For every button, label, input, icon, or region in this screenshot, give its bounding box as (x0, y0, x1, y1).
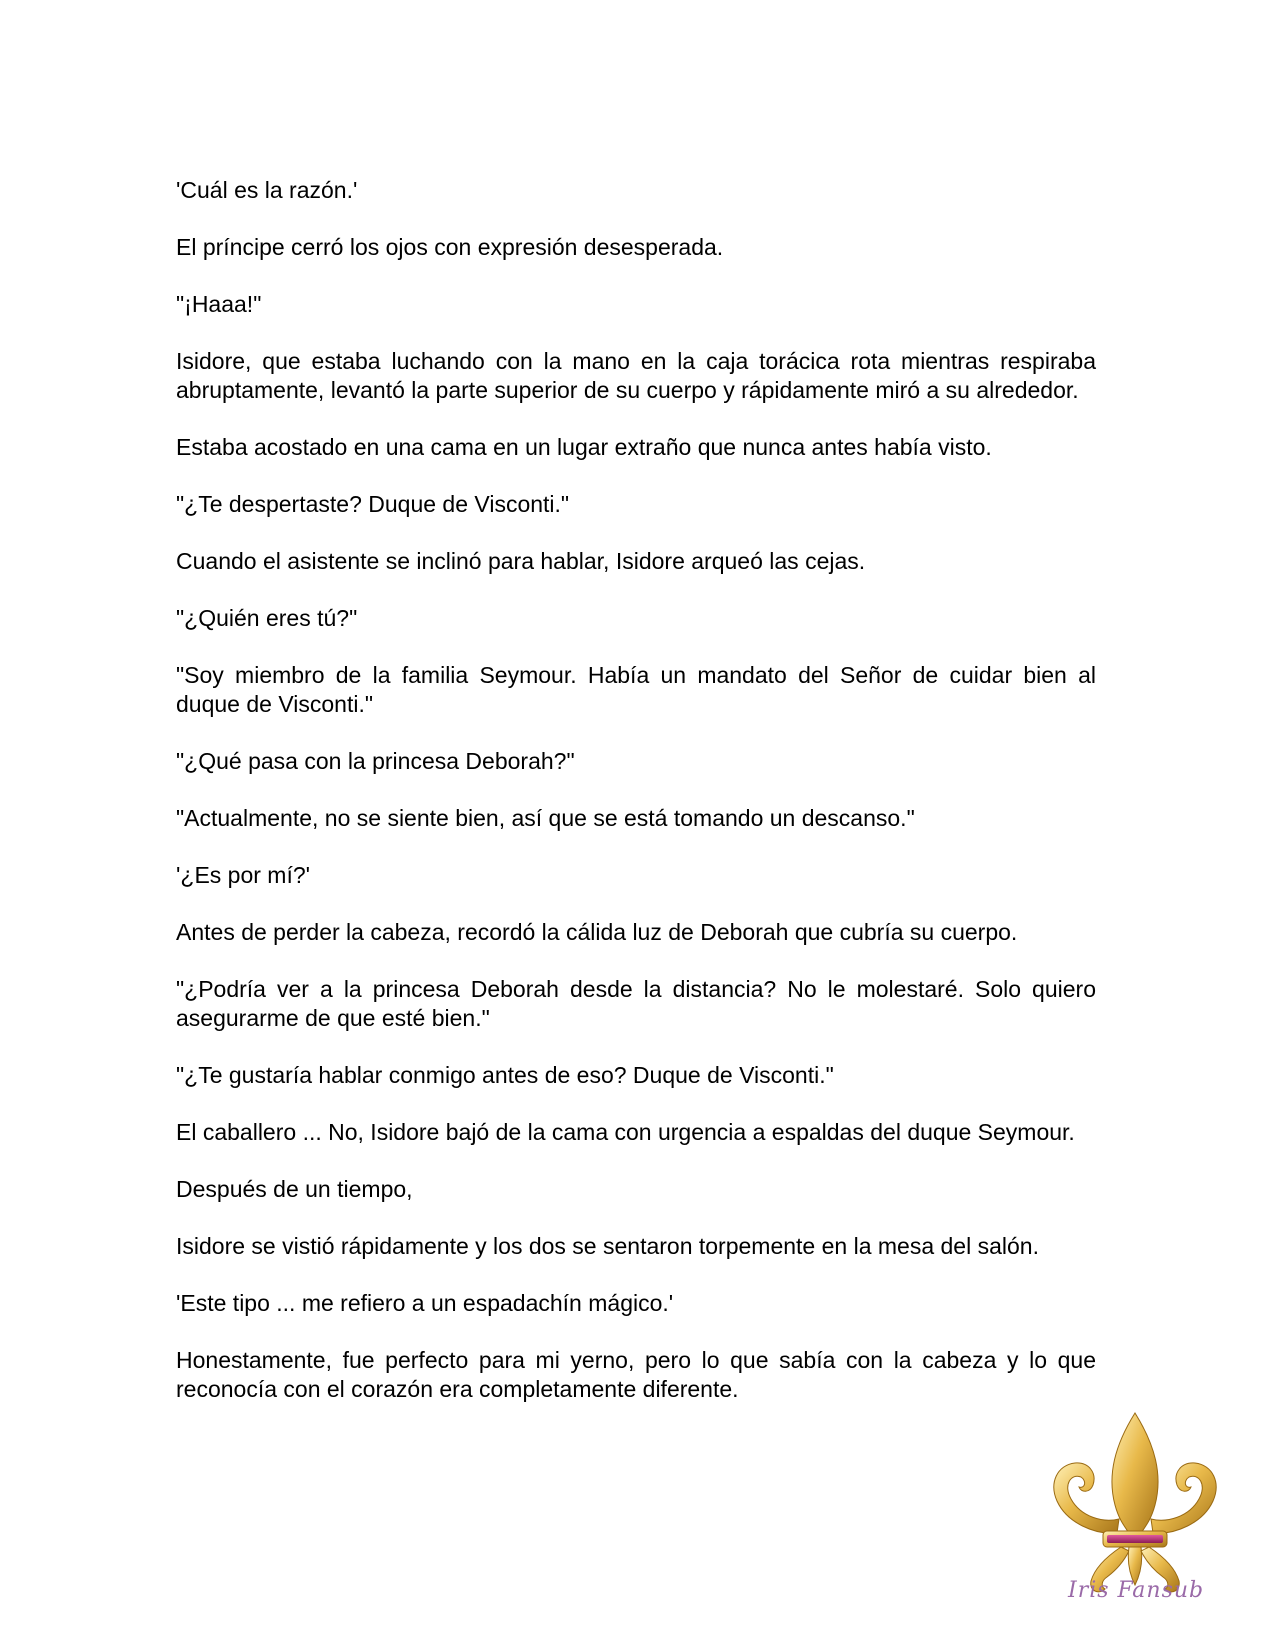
paragraph: 'Este tipo ... me refiero a un espadachín mágico.' (176, 1290, 674, 1316)
paragraph: "¿Quién eres tú?" (176, 605, 358, 631)
paragraph: "Soy miembro de la familia Seymour. Había un mandato del Señor de cuidar bien al duque de Visconti." (176, 662, 1096, 717)
paragraph: '¿Es por mí?' (176, 862, 311, 888)
paragraph: Cuando el asistente se inclinó para hablar, Isidore arqueó las cejas. (176, 548, 866, 574)
document-body (176, 176, 1096, 1432)
paragraph: "¿Te gustaría hablar conmigo antes de eso? Duque de Visconti." (176, 1062, 834, 1088)
watermark-text: Iris Fansub (1068, 1578, 1205, 1603)
paragraph: Isidore, que estaba luchando con la mano en la caja torácica rota mientras respiraba abruptamente, levantó la parte superior de su cuerpo y rápidamente miró a su alrededor. (176, 348, 1096, 403)
paragraph: El príncipe cerró los ojos con expresión desesperada. (176, 234, 724, 260)
paragraph: "¿Qué pasa con la princesa Deborah?" (176, 748, 575, 774)
paragraph: Estaba acostado en una cama en un lugar extraño que nunca antes había visto. (176, 434, 992, 460)
paragraph: Antes de perder la cabeza, recordó la cálida luz de Deborah que cubría su cuerpo. (176, 919, 1018, 945)
paragraph: "¡Haaa!" (176, 291, 262, 317)
paragraph: 'Cuál es la razón.' (176, 177, 358, 203)
paragraph: Isidore se vistió rápidamente y los dos se sentaron torpemente en la mesa del salón. (176, 1233, 1039, 1259)
paragraph: Honestamente, fue perfecto para mi yerno, pero lo que sabía con la cabeza y lo que reconocía con el corazón era completamente diferente. (176, 1347, 1096, 1402)
paragraph: "Actualmente, no se siente bien, así que se está tomando un descanso." (176, 805, 915, 831)
paragraph: Después de un tiempo, (176, 1176, 413, 1202)
paragraph: El caballero ... No, Isidore bajó de la cama con urgencia a espaldas del duque Seymour. (176, 1119, 1075, 1145)
paragraph: "¿Te despertaste? Duque de Visconti." (176, 491, 570, 517)
paragraph: "¿Podría ver a la princesa Deborah desde la distancia? No le molestaré. Solo quiero asegurarme de que esté bien." (176, 976, 1096, 1031)
